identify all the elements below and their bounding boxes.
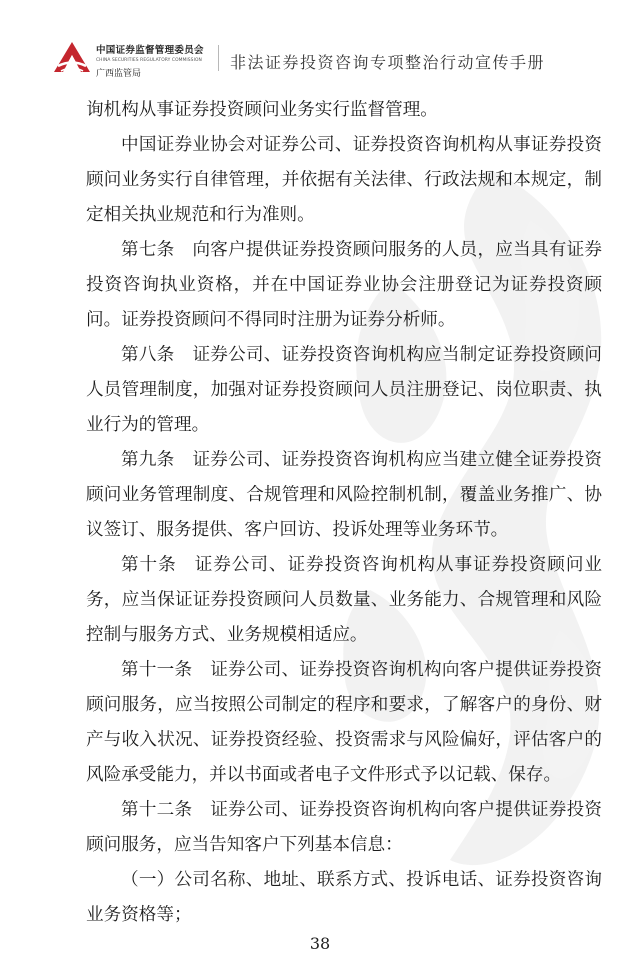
csrc-logo-icon xyxy=(52,40,92,76)
article-number: 第九条 xyxy=(121,450,175,470)
article-number: 第八条 xyxy=(121,345,175,365)
article-number: 第十条 xyxy=(121,555,177,575)
article-number: 第七条 xyxy=(121,240,175,260)
article-paragraph: 第十二条 证券公司、证券投资咨询机构向客户提供证券投资顾问服务，应当告知客户下列基本信息： xyxy=(86,800,602,855)
org-name-cn: 中国证券监督管理委员会 xyxy=(96,45,204,56)
org-name-en: CHINA SECURITIES REGULATORY COMMISSION xyxy=(96,58,202,63)
body-text xyxy=(86,93,602,933)
article-number: 第十二条 xyxy=(121,800,193,820)
page-header xyxy=(0,0,640,88)
org-branch: 广西监管局 xyxy=(96,69,142,79)
article-number: 第十一条 xyxy=(121,660,193,680)
page-number: 38 xyxy=(309,934,331,953)
booklet-title: 非法证券投资咨询专项整治行动宣传手册 xyxy=(230,53,546,72)
article-paragraph: 第十条 证券公司、证券投资咨询机构从事证券投资顾问业务，应当保证证券投资顾问人员数量、业务能力、合规管理和风险控制与服务方式、业务规模相适应。 xyxy=(86,555,602,645)
paragraph: 询机构从事证券投资顾问业务实行监督管理。 xyxy=(86,100,438,120)
list-item: （一）公司名称、地址、联系方式、投诉电话、证券投资咨询业务资格等； xyxy=(86,870,602,925)
org-block xyxy=(96,42,214,79)
article-paragraph: 第九条 证券公司、证券投资咨询机构应当建立健全证券投资顾问业务管理制度、合规管理和风险控制机制，覆盖业务推广、协议签订、服务提供、客户回访、投诉处理等业务环节。 xyxy=(86,450,602,540)
article-paragraph: 第八条 证券公司、证券投资咨询机构应当制定证券投资顾问人员管理制度，加强对证券投资顾问人员注册登记、岗位职责、执业行为的管理。 xyxy=(86,345,602,435)
article-paragraph: 第十一条 证券公司、证券投资咨询机构向客户提供证券投资顾问服务，应当按照公司制定的程序和要求，了解客户的身份、财产与收入状况、证券投资经验、投资需求与风险偏好，评估客户的风险承受能力，并以书面或者电子文件形式予以记载、保存。 xyxy=(86,660,602,785)
header-divider xyxy=(218,45,219,71)
paragraph: 中国证券业协会对证券公司、证券投资咨询机构从事证券投资顾问业务实行自律管理，并依据有关法律、行政法规和本规定，制定相关执业规范和行为准则。 xyxy=(86,135,602,225)
article-paragraph: 第七条 向客户提供证券投资顾问服务的人员，应当具有证券投资咨询执业资格，并在中国证券业协会注册登记为证券投资顾问。证券投资顾问不得同时注册为证券分析师。 xyxy=(86,240,602,330)
